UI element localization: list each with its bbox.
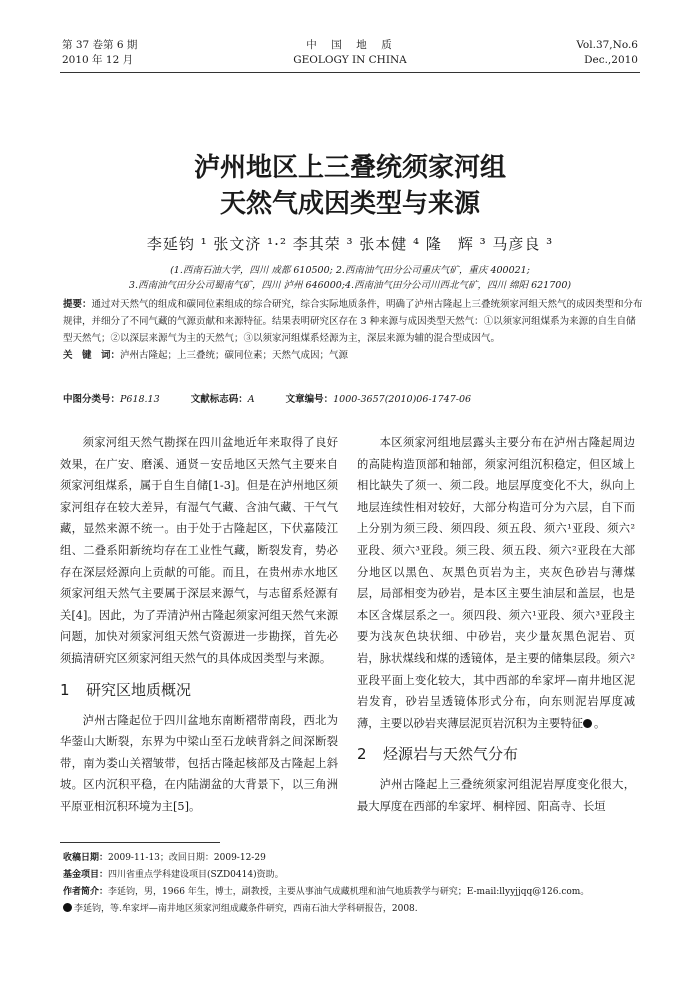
section-1-number: 1 [60, 680, 70, 699]
doc-code-label: 文献标志码： [190, 394, 248, 405]
fund-label: 基金项目： [63, 870, 109, 880]
affiliation-line2: 3.西南油气田分公司蜀南气矿，四川 泸州 646000;4.西南油气田分公司川西北气矿，四川 绵阳 621700) [128, 280, 572, 291]
received-date [63, 850, 653, 867]
clc-value: P618.13 [120, 394, 160, 405]
paper-title-line1: 泸州地区上三叠统须家河组 [193, 153, 506, 183]
header-volume-en: Vol.37,No.6 [576, 39, 638, 51]
section-2-heading [357, 742, 635, 766]
footnote-marker-icon-2 [63, 903, 72, 912]
report-note-text: 李延钧，等.牟家坪—南井地区须家河组成藏条件研究，西南石油大学科研报告，2008. [74, 904, 418, 914]
doc-code-value: A [247, 394, 255, 405]
section-1-title: 研究区地质概况 [86, 680, 192, 699]
header-journal-en: GEOLOGY IN CHINA [293, 54, 407, 66]
header-volume: 第 37 卷第 6 期 [62, 39, 138, 51]
header-issue-en [576, 38, 638, 68]
abstract-label: 提要： [63, 299, 92, 310]
abstract [63, 296, 643, 364]
report-note [63, 901, 653, 918]
header-date-en: Dec.,2010 [584, 54, 638, 66]
section-1-paragraph: 泸州古隆起位于四川盆地东南断褶带南段，西北为华蓥山大断裂，东界为中梁山至石龙峡背斜之间深断裂带，南为娄山关褶皱带，包括古隆起核部及古隆起上斜坡。区内沉积平稳，在内陆湖盆的大背景下，以三角洲平原亚相沉积环境为主[5]。 [60, 713, 338, 813]
intro-paragraph: 须家河组天然气勘探在四川盆地近年来取得了良好效果，在广安、磨溪、通贤－安岳地区天然气主要来自须家河组煤系，属于自生自储[1-3]。但是在泸州地区须家河组存在较大差异，有湿气气藏、含油气藏、干气气藏，显然来源不统一。由于处于古隆起区，下伏嘉陵江组、二叠系阳新统均存在工业性气藏，断裂发育，势必存在深层烃源向上贡献的可能。而且，在贵州赤水地区须家河组天然气主要属于深层来源气，与志留系烃源有关[4]。因此，为了弄清泸州古隆起须家河组天然气来源问题，加快对须家河组天然气资源进一步勘探，首先必须搞清研究区须家河组天然气的具体成因类型与来源。 [60, 436, 338, 665]
strata-text: 本区须家河组地层露头主要分布在泸州古隆起周边的高陡构造顶部和轴部，须家河组沉积稳定，但区域上相比缺失了须一、须二段。地层厚度变化不大，纵向上地层连续性相对较好，大部分构造可分为六层，自下而上分别为须三段、须四段、须五段、须六¹亚段、须六²亚段、须六³亚段。须三段、须五段、须六²亚段在大部分地区以黑色、灰黑色页岩为主，夹灰色砂岩与薄煤层，局部相变为砂岩，是本区主要生油层和盖层，也是本区含煤层系之一。须四段、须六¹亚段、须六³亚段主要为浅灰色块状细、中砂岩，夹少量灰黑色泥岩、页岩，脉状煤线和煤的透镜体，是主要的储集层段。须六²亚段平面上变化较大，其中西部的牟家坪—南井地区泥岩发育，砂岩呈透镜体形式分布，向东则泥岩厚度减薄，主要以砂岩夹薄层泥页岩沉积为主要特征 [357, 436, 635, 730]
footnote-rule [60, 842, 220, 843]
section-1-heading [60, 678, 338, 702]
strata-paragraph: 本区须家河组地层露头主要分布在泸州古隆起周边的高陡构造顶部和轴部，须家河组沉积稳定，但区域上相比缺失了须一、须二段。地层厚度变化不大，纵向上地层连续性相对较好，大部分构造可分为六层，自下而上分别为须三段、须四段、须五段、须六¹亚段、须六²亚段、须六³亚段。须三段、须五段、须六²亚段在大部分地区以黑色、灰黑色页岩为主，夹灰色砂岩与薄煤层，局部相变为砂岩，是本区主要生油层和盖层，也是本区含煤层系之一。须四段、须六¹亚段、须六³亚段主要为浅灰色块状细、中砂岩，夹少量灰黑色泥岩、页岩，脉状煤线和煤的透镜体，是主要的储集层段。须六²亚段平面上变化较大，其中西部的牟家坪—南井地区泥岩发育，砂岩呈透镜体形式分布，向东则泥岩厚度减薄，主要以砂岩夹薄层泥页岩沉积为主要特征 。 [357, 436, 635, 730]
abstract-text: 通过对天然气的组成和碳同位素组成的综合研究，综合实际地质条件，明确了泸州古隆起上三叠统须家河组天然气的成因类型和分布规律，并细分了不同气藏的气源贡献和来源特征。结果表明研究区存在 3 种来源与成因类型天然气：①以须家河组煤系为来源的自生自储型天然气；②以深层来源气为主的天然气；③以须家河组煤系烃源为主，深层来源为辅的混合型成因气。 [63, 299, 643, 344]
left-column [60, 432, 338, 818]
section-2-title: 烃源岩与天然气分布 [383, 745, 519, 764]
header-rule [60, 72, 640, 73]
author-bio [63, 884, 653, 901]
keywords-label: 关 键 词： [63, 350, 121, 361]
author-list: 李延钧 ¹ 张文济 ¹·² 李其荣 ³ 张本健 ⁴ 隆 辉 ³ 马彦良 ³ [146, 235, 554, 253]
author-bio-value: 李延钧，男，1966 年生，博士，副教授，主要从事油气成藏机理和油气地质教学与研究；E-mail:llyyjjqq@126.com。 [108, 887, 590, 897]
footnote-marker-icon [583, 719, 592, 728]
article-metadata [63, 391, 643, 405]
section-2-number: 2 [357, 745, 367, 764]
article-no-value: 1000-3657(2010)06-1747-06 [333, 394, 472, 405]
affiliation-line1: (1.西南石油大学，四川 成都 610500; 2.西南油气田分公司重庆气矿，重庆 400021; [170, 265, 530, 276]
received-value: 2009-11-13；改回日期：2009-12-29 [108, 853, 266, 863]
received-label: 收稿日期： [63, 853, 109, 863]
keywords: 泸州古隆起；上三叠统；碳同位素；天然气成因；气源 [120, 350, 349, 361]
clc-label: 中图分类号： [63, 394, 121, 405]
section-2-paragraph: 泸州古隆起上三叠统须家河组泥岩厚度变化很大，最大厚度在西部的牟家坪、桐梓园、阳高寺、长垣 [357, 778, 635, 813]
fund-info [63, 867, 653, 884]
article-no-label: 文章编号： [285, 394, 334, 405]
right-column [357, 432, 635, 818]
header-journal-cn: 中 国 地 质 [306, 39, 394, 51]
paper-title-line2: 天然气成因类型与来源 [219, 189, 480, 219]
header-date: 2010 年 12 月 [62, 54, 134, 66]
fund-value: 四川省重点学科建设项目(SZD0414)资助。 [108, 870, 284, 880]
author-bio-label: 作者简介： [63, 887, 109, 897]
footnotes [63, 850, 653, 918]
